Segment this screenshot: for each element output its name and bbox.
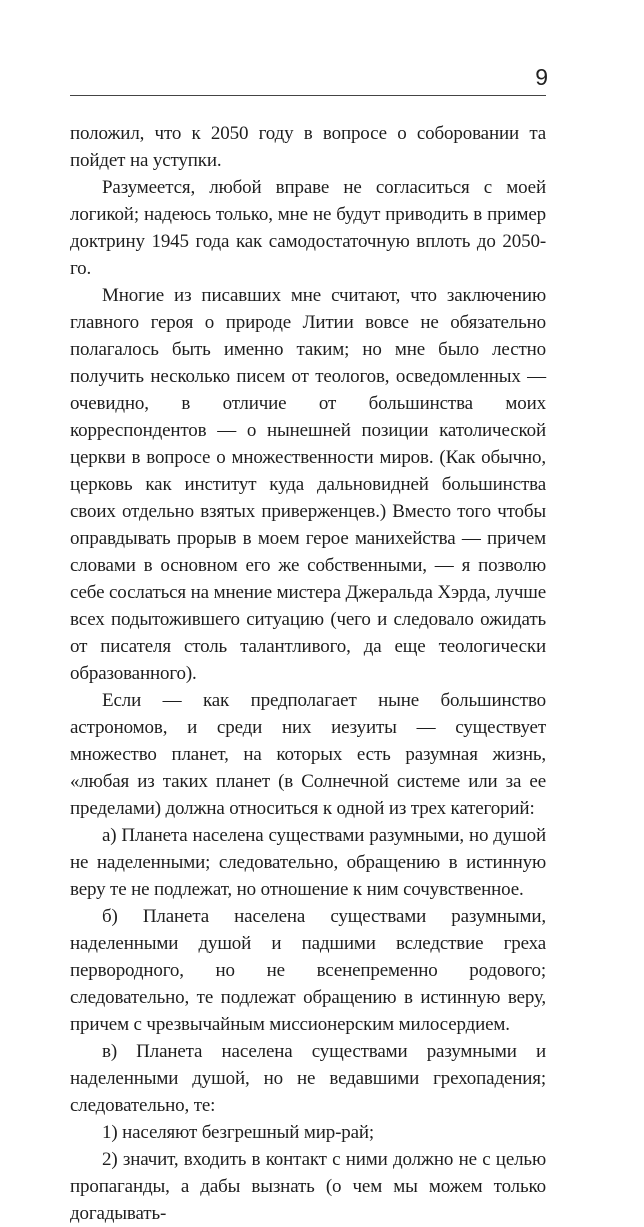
sub-item-2: 2) значит, входить в контакт с ними должно не с целью пропаганды, а дабы вызнать (о чем мы можем только догадывать- [70,1149,546,1224]
header-rule [70,95,546,96]
body-text [70,120,546,1227]
paragraph-continuation: положил, что к 2050 году в вопросе о соборовании та пойдет на уступки. [70,123,546,171]
list-item-b: б) Планета населена существами разумными, наделенными душой и падшими вследствие греха первородного, но не всенепременно родового; следовательно, те подлежат обращению в истинную веру, причем с чрезвычайным миссионерским милосердием. [70,906,546,1035]
list-item-a: а) Планета населена существами разумными, но душой не наделенными; следовательно, обращению в истинную веру те не подлежат, но отношение к ним сочувственное. [70,825,546,900]
sub-item-1: 1) населяют безгрешный мир-рай; [102,1122,375,1143]
paragraph: Если — как предполагает ныне большинство астрономов, и среди них иезуиты — существует множество планет, на которых есть разумная жизнь, «любая из таких планет (в Солнечной системе или за ее пределами) должна относиться к одной из трех категорий: [70,690,546,819]
paragraph: Разумеется, любой вправе не согласиться с моей логикой; надеюсь только, мне не будут приводить в пример доктрину 1945 года как самодостаточную вплоть до 2050-го. [70,177,546,279]
page-number: 9 [535,64,548,90]
paragraph: Многие из писавших мне считают, что заключению главного героя о природе Литии вовсе не обязательно полагалось быть именно таким; но мне было лестно получить несколько писем от теологов, осведомленных — очевидно, в отличие от большинства моих корреспондентов — о нынешней позиции католической церкви в вопросе о множественности миров. (Как обычно, церковь как институт куда дальновидней большинства своих отдельно взятых приверженцев.) Вместо того чтобы оправдывать прорыв в моем герое манихейства — причем словами в основном его же собственными, — я позволю себе сослаться на мнение мистера Джеральда Хэрда, лучше всех подытожившего ситуацию (чего и следовало ожидать от писателя столь талантливого, да еще теологически образованного). [70,285,546,684]
list-item-v: в) Планета населена существами разумными и наделенными душой, но не ведавшими грехопадения; следовательно, те: [70,1041,546,1116]
